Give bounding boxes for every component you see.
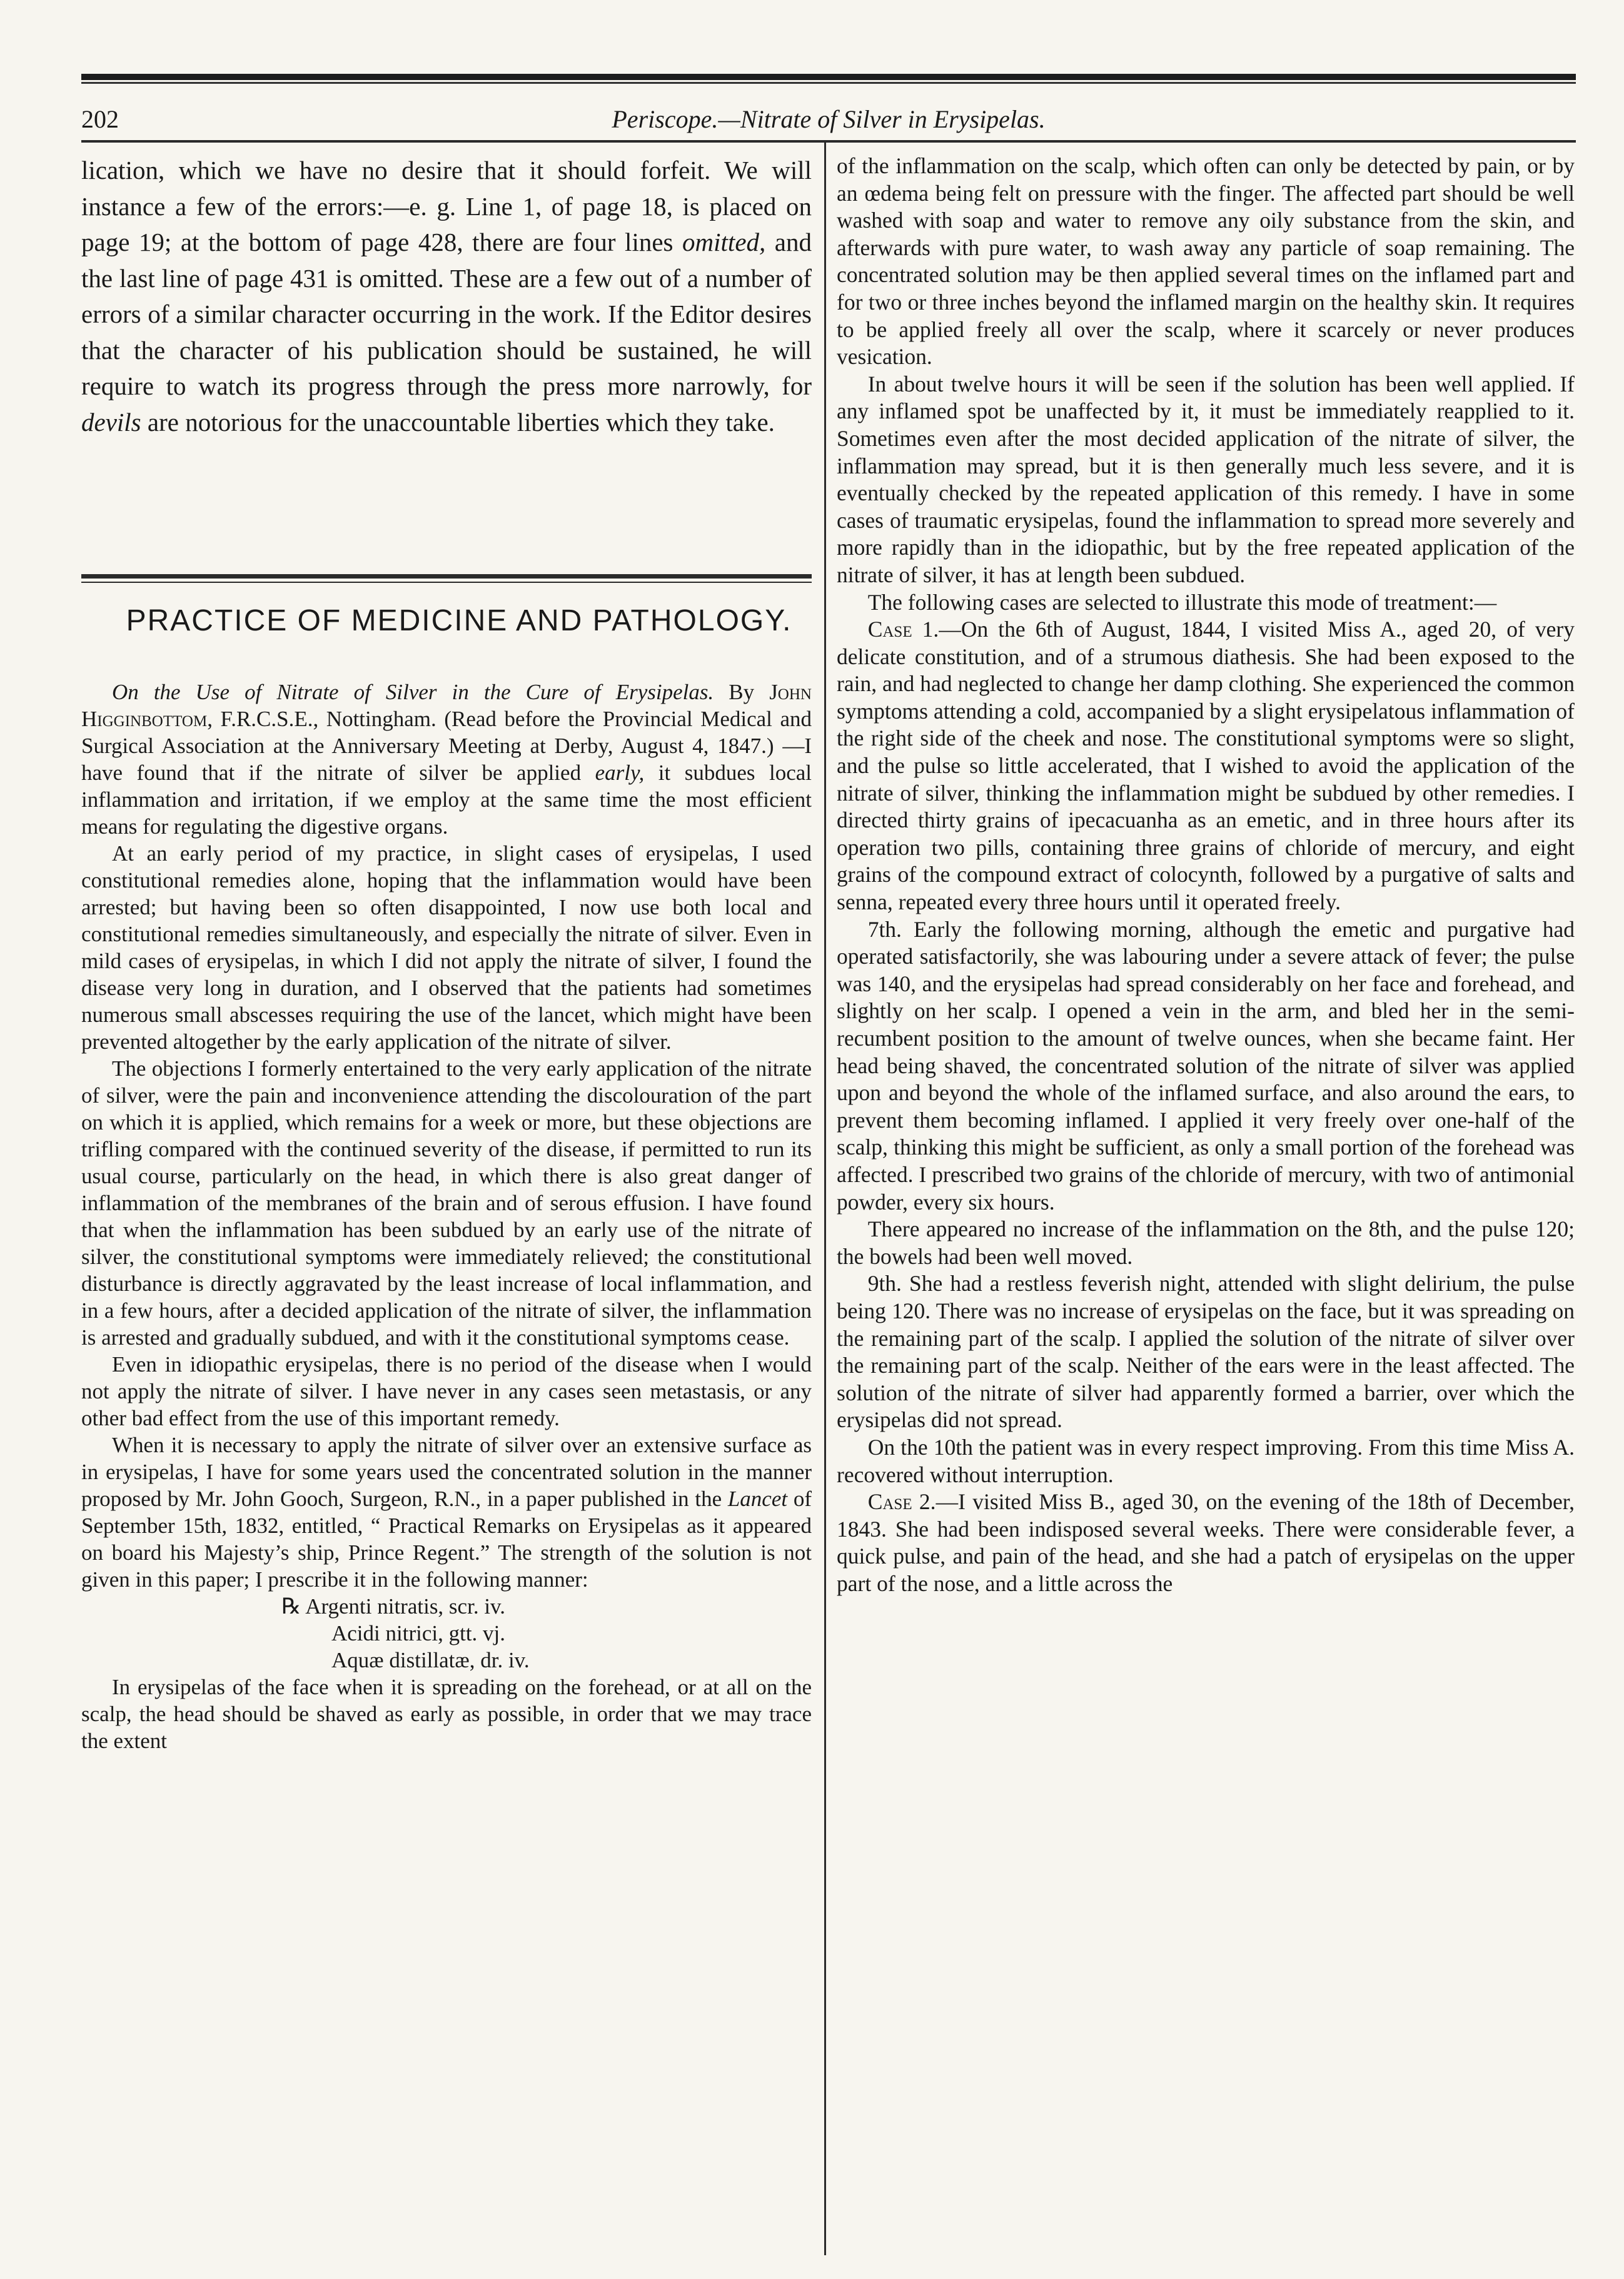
article-paragraph: The objections I formerly entertained to the very early application of the nitrate of silver, were the pain and inconvenience attending the discolouration of the part on which it is applied, which remains for a week or more, but these objections are trifling compared with the continued severity of the disease, if permitted to run its usual course, particularly on the head, in which there is also great danger of inflammation of the membranes of the brain and of serous effusion. I have found that when the inflammation has been subdued by an early use of the nitrate of silver, the constitutional symptoms were immediately relieved; the constitutional disturbance is directly aggravated by the least increase of local inflammation, and in a few hours, after a decided application of the nitrate of silver, the inflammation is arrested and gradually subdued, and with it the constitutional symptoms cease. xyxy=(81,1056,812,1350)
continuation-paragraph xyxy=(81,153,812,440)
header-rule xyxy=(81,140,1576,143)
text-run: of September 15th, 1832, entitled, “ Practical Remarks on Erysipelas as it appeared on board his Majesty’s ship, Prince Regent.” The strength of the solution is not given in this paper; I prescribe it in the following manner: xyxy=(81,1487,812,1592)
article-intro xyxy=(81,679,812,840)
case-paragraph: There appeared no increase of the inflammation on the 8th, and the pulse 120; the bowels had been well moved. xyxy=(837,1216,1575,1269)
case-paragraph: 9th. She had a restless feverish night, attended with slight delirium, the pulse being 120. There was no increase of erysipelas on the face, but it was spreading on the remaining part of the scalp. I applied the solution of the nitrate of silver over the remaining part of the scalp. Neither of the ears were in the least affected. The solution of the nitrate of silver had apparently formed a barrier, over which the erysipelas did not spread. xyxy=(837,1271,1575,1433)
article-paragraph: In erysipelas of the face when it is spreading on the forehead, or at all on the scalp, the head should be shaved as early as possible, in order that we may trace the extent xyxy=(81,1675,812,1753)
article-paragraph: Even in idiopathic erysipelas, there is no period of the disease when I would not apply the nitrate of silver. I have never in any cases seen metastasis, or any other bad effect from the use of this important remedy. xyxy=(81,1352,812,1430)
text-run: —On the 6th of August, 1844, I visited Miss A., aged 20, of very delicate constitution, and of a strumous diathesis. She had been exposed to the rain, and had neglected to change her damp clothing. She experienced the common symptoms attending a cold, accompanied by a slight erysipelatous inflammation of the right side of the cheek and nose. The constitutional symptoms were so slight, and the pulse so little accelerated, that I wished to avoid the application of the nitrate of silver, thinking the inflammation might be subdued by other remedies. I directed thirty grains of ipecacuanha as an emetic, and in three hours after its operation two pills, containing three grains of chloride of mercury, and eight grains of the compound extract of colocynth, followed by a purgative of salts and senna, repeated every three hours until it operated freely. xyxy=(837,617,1575,915)
page-number: 202 xyxy=(81,105,119,133)
text-run: , F.R.C.S.E., Nottingham. (Read before the Provincial Medical and Surgical Association at the Anniversary Meeting at Derby, August 4, 1847.) —I have found that if the nitrate of silver be applied xyxy=(81,707,812,785)
running-header xyxy=(81,100,1576,139)
section-rule-thick xyxy=(81,574,812,579)
italic-word: omitted, xyxy=(682,228,766,256)
section-rule-thin xyxy=(81,582,812,583)
case-paragraph xyxy=(837,1488,1575,1597)
case-paragraph: 7th. Early the following morning, although the emetic and purgative had operated satisfactorily, she was labouring under a severe attack of fever; the pulse was 140, and the erysipelas had spread considerably on her face and forehead, and slightly on her scalp. I opened a vein in the arm, and bled her in the semi-recumbent position to the amount of twelve ounces, when she became faint. Her head being shaved, the concentrated solution of the nitrate of silver was applied upon and beyond the whole of the inflamed surface, and also around the ears, to prevent them becoming inflamed. I applied it very freely over one-half of the scalp, thinking this might be sufficient, as only a small portion of the forehead was affected. I prescribed two grains of the chloride of mercury, with two of antimonial powder, every six hours. xyxy=(837,916,1575,1215)
article-paragraph xyxy=(81,1432,812,1593)
text-run: When it is necessary to apply the nitrate of silver over an extensive surface as in erysipelas, I have for some years used the concentrated solution in the manner proposed by Mr. John Gooch, Surgeon, R.N., in a paper published in the xyxy=(81,1433,812,1511)
case-label: Case 2. xyxy=(867,1489,936,1515)
text-run: it subdues local inflammation and irritation, if we employ at the same time the most efficient means for regulating the digestive organs. xyxy=(81,761,812,839)
running-title: Periscope.—Nitrate of Silver in Erysipelas. xyxy=(612,105,1046,133)
case-paragraph: On the 10th the patient was in every respect improving. From this time Miss A. recovered without interruption. xyxy=(837,1434,1575,1487)
article-paragraph: The following cases are selected to illustrate this mode of treatment:— xyxy=(867,589,1497,615)
top-thick-rule xyxy=(81,74,1576,80)
right-column xyxy=(837,153,1575,2254)
article-title: On the Use of Nitrate of Silver in the Cure of Erysipelas. xyxy=(112,680,714,704)
text-run: are notorious for the unaccountable liberties which they take. xyxy=(141,407,775,437)
article-author: John Higginbottom xyxy=(81,680,812,731)
italic-word: Lancet xyxy=(727,1487,788,1511)
top-thin-rule xyxy=(81,82,1576,84)
text-run: —I visited Miss B., aged 30, on the evening of the 18th of December, 1843. She had been indisposed several weeks. There were considerable fever, a quick pulse, and pain of the head, and she had a patch of erysipelas on the upper part of the nose, and a little across the xyxy=(837,1489,1575,1596)
article-paragraph: of the inflammation on the scalp, which often can only be detected by pain, or by an œdema being felt on pressure with the finger. The affected part should be well washed with soap and water to remove any oily substance from the skin, and afterwards with pure water, to wash away any particle of soap remaining. The concentrated solution may be then applied several times on the inflamed part and for two or three inches beyond the inflamed margin on the healthy skin. It requires to be applied freely all over the scalp, where it scarcely or never produces vesication. xyxy=(837,153,1575,370)
prescription-line: Aquæ distillatæ, dr. iv. xyxy=(331,1648,530,1672)
italic-word: early, xyxy=(595,761,645,785)
case-paragraph xyxy=(837,616,1575,916)
prescription-line: Acidi nitrici, gtt. vj. xyxy=(331,1621,506,1645)
text-run: and the last line of page 431 is omitted. These are a few out of a number of errors of a similar character occurring in the work. If the Editor desires that the character of his publication should be sustained, he will require to watch its progress through the press more narrowly, for xyxy=(81,228,812,400)
column-divider xyxy=(824,141,826,2255)
section-heading: PRACTICE OF MEDICINE AND PATHOLOGY. xyxy=(126,604,792,637)
italic-word: devils xyxy=(81,407,141,437)
case-label: Case 1. xyxy=(867,617,939,642)
article-paragraph: In about twelve hours it will be seen if the solution has been well applied. If any inflamed spot be unaffected by it, it must be immediately reapplied to it. Sometimes even after the most decided application of the nitrate of silver, the inflammation may spread, but it is then generally much less severe, and it is eventually checked by the repeated application of this remedy. I have in some cases of traumatic erysipelas, found the inflammation to spread more severely and more rapidly than in the idiopathic, but by the free repeated application of the nitrate of silver, it has at length been subdued. xyxy=(837,371,1575,587)
text-run: lication, which we have no desire that it should forfeit. We will instance a few of the errors:—e. g. Line 1, of page 18, is placed on page 19; at the bottom of page 428, there are four lines xyxy=(81,156,812,256)
text-run: By xyxy=(714,680,770,704)
left-column-article xyxy=(81,679,812,2255)
article-paragraph: At an early period of my practice, in slight cases of erysipelas, I used constitutional remedies alone, hoping that the inflammation would have been arrested; but having been so often disappointed, I now use both local and constitutional remedies simultaneously, and especially the nitrate of silver. Even in mild cases of erysipelas, in which I did not apply the nitrate of silver, I found the disease very long in duration, and I observed that the patients had sometimes numerous small abscesses requiring the use of the lancet, which might have been prevented altogether by the early application of the nitrate of silver. xyxy=(81,841,812,1054)
left-column-continuation xyxy=(81,153,812,553)
prescription-line: ℞ Argenti nitratis, scr. iv. xyxy=(281,1594,506,1619)
